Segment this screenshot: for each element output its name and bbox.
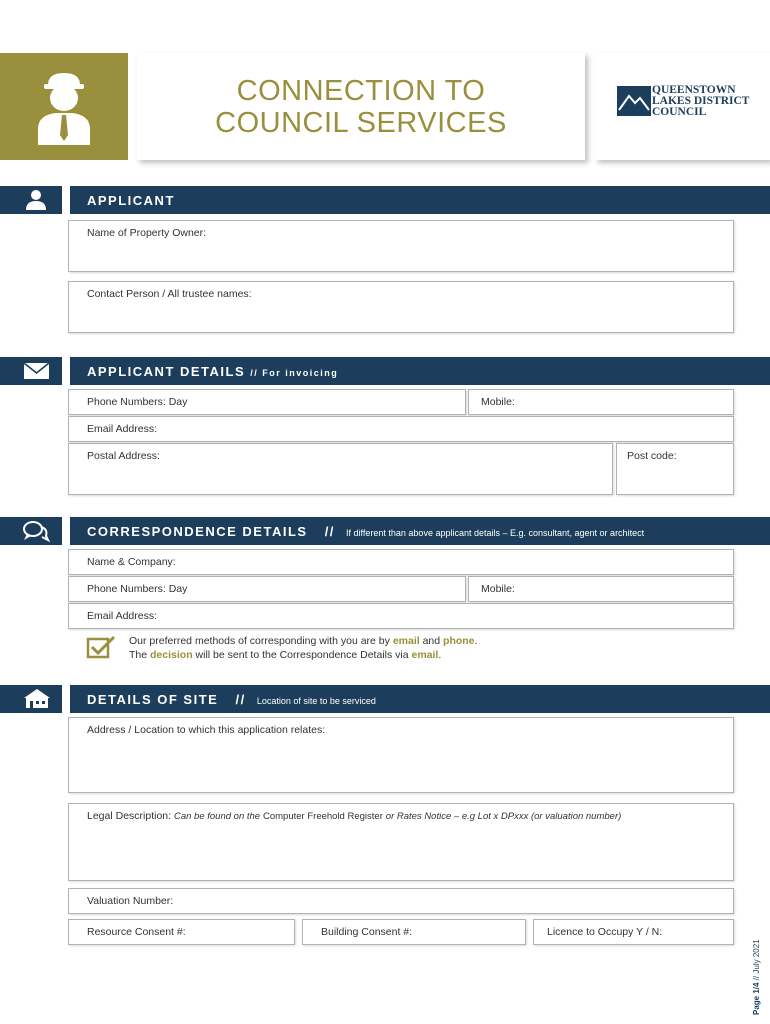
title-panel xyxy=(137,53,585,160)
applicant-icon-tab xyxy=(0,186,62,214)
valuation-number-label: Valuation Number: xyxy=(87,895,174,907)
legal-hint-a: Can be found on the xyxy=(173,811,261,822)
resource-consent-field[interactable] xyxy=(68,919,295,945)
house-icon xyxy=(0,685,62,713)
applicant-mobile-field[interactable] xyxy=(468,389,734,415)
page-number: Page 1/4 xyxy=(752,982,761,1015)
site-slashes: // xyxy=(235,692,246,707)
worker-icon-panel xyxy=(0,53,128,160)
note1-period: . xyxy=(474,635,478,647)
correspondence-section-bar xyxy=(70,517,770,545)
valuation-number-field[interactable] xyxy=(68,888,734,914)
applicant-mobile-label: Mobile: xyxy=(481,396,515,408)
legal-description-field[interactable] xyxy=(68,803,734,881)
applicant-details-heading-text: APPLICANT DETAILS xyxy=(87,364,246,379)
note2-period: . xyxy=(438,649,442,661)
correspondence-note-line-1 xyxy=(129,634,477,648)
correspondence-mobile-field[interactable] xyxy=(468,576,734,602)
correspondence-heading-text: CORRESPONDENCE DETAILS xyxy=(87,524,308,539)
note2-text-a: The xyxy=(129,649,151,661)
postal-address-field[interactable] xyxy=(68,443,613,495)
person-icon xyxy=(0,186,62,214)
legal-hint-b: Computer Freehold Register xyxy=(263,811,383,822)
page-title xyxy=(137,75,585,139)
correspondence-subheading: If different than above applicant details – E.g. consultant, agent or architect xyxy=(346,528,645,538)
title-line-2: COUNCIL SERVICES xyxy=(215,107,507,139)
licence-to-occupy-label: Licence to Occupy Y / N: xyxy=(547,926,663,938)
postcode-label: Post code: xyxy=(627,450,677,462)
note2-text-c: will be sent to the Correspondence Details via xyxy=(192,649,412,661)
worker-icon xyxy=(0,53,128,160)
site-address-field[interactable] xyxy=(68,717,734,793)
site-address-label: Address / Location to which this application relates: xyxy=(87,724,326,736)
applicant-heading: APPLICANT xyxy=(87,193,175,208)
owner-name-field[interactable] xyxy=(68,220,734,272)
council-logo xyxy=(595,53,770,160)
correspondence-name-field[interactable] xyxy=(68,549,734,575)
applicant-phone-label: Phone Numbers: Day xyxy=(87,396,188,408)
site-heading xyxy=(87,692,376,707)
correspondence-email-field[interactable] xyxy=(68,603,734,629)
note2-email: email xyxy=(411,649,439,661)
correspondence-note xyxy=(129,634,477,662)
site-subheading: Location of site to be serviced xyxy=(256,696,376,706)
envelope-icon xyxy=(0,357,62,385)
logo-line-3: COUNCIL xyxy=(652,106,707,118)
applicant-details-subheading: // For invoicing xyxy=(250,368,339,378)
checkbox-icon xyxy=(86,635,116,661)
correspondence-phone-field[interactable] xyxy=(68,576,466,602)
correspondence-icon-tab xyxy=(0,517,62,545)
correspondence-note-line-2 xyxy=(129,648,477,662)
postal-address-label: Postal Address: xyxy=(87,450,160,462)
correspondence-heading xyxy=(87,524,644,539)
correspondence-phone-label: Phone Numbers: Day xyxy=(87,583,188,595)
contact-person-label: Contact Person / All trustee names: xyxy=(87,288,252,300)
contact-person-field[interactable] xyxy=(68,281,734,333)
applicant-phone-field[interactable] xyxy=(68,389,466,415)
owner-name-label: Name of Property Owner: xyxy=(87,227,207,239)
site-section-bar xyxy=(70,685,770,713)
note1-email: email xyxy=(392,635,420,647)
correspondence-slashes: // xyxy=(324,524,335,539)
licence-to-occupy-field[interactable] xyxy=(533,919,734,945)
building-consent-label: Building Consent #: xyxy=(321,926,413,938)
legal-description-label: Legal Description: xyxy=(87,810,172,822)
site-icon-tab xyxy=(0,685,62,713)
page-footer xyxy=(752,939,761,1015)
correspondence-email-label: Email Address: xyxy=(87,610,158,622)
applicant-details-heading xyxy=(87,364,338,379)
note1-phone: phone xyxy=(443,635,475,647)
resource-consent-label: Resource Consent #: xyxy=(87,926,186,938)
applicant-section-bar xyxy=(70,186,770,214)
note1-text-a: Our preferred methods of corresponding with you are by xyxy=(129,635,393,647)
mountain-logo-icon xyxy=(617,86,651,116)
logo-text xyxy=(652,85,749,118)
logo-line-2: LAKES DISTRICT xyxy=(652,95,750,107)
applicant-details-section-bar xyxy=(70,357,770,385)
footer-date: // July 2021 xyxy=(752,939,761,981)
postcode-field[interactable] xyxy=(616,443,734,495)
correspondence-mobile-label: Mobile: xyxy=(481,583,515,595)
note1-text-c: and xyxy=(419,635,444,647)
title-line-1: CONNECTION TO xyxy=(236,75,486,107)
applicant-details-icon-tab xyxy=(0,357,62,385)
applicant-email-field[interactable] xyxy=(68,416,734,442)
legal-description-label-row xyxy=(87,810,621,822)
site-heading-text: DETAILS OF SITE xyxy=(87,692,219,707)
logo-line-1: QUEENSTOWN xyxy=(652,84,736,96)
speech-bubbles-icon xyxy=(0,517,62,545)
legal-hint-c: or Rates Notice – e.g Lot x DPxxx (or valuation number) xyxy=(385,811,622,822)
applicant-email-label: Email Address: xyxy=(87,423,158,435)
correspondence-name-label: Name & Company: xyxy=(87,556,176,568)
building-consent-field[interactable] xyxy=(302,919,526,945)
note2-decision: decision xyxy=(150,649,193,661)
